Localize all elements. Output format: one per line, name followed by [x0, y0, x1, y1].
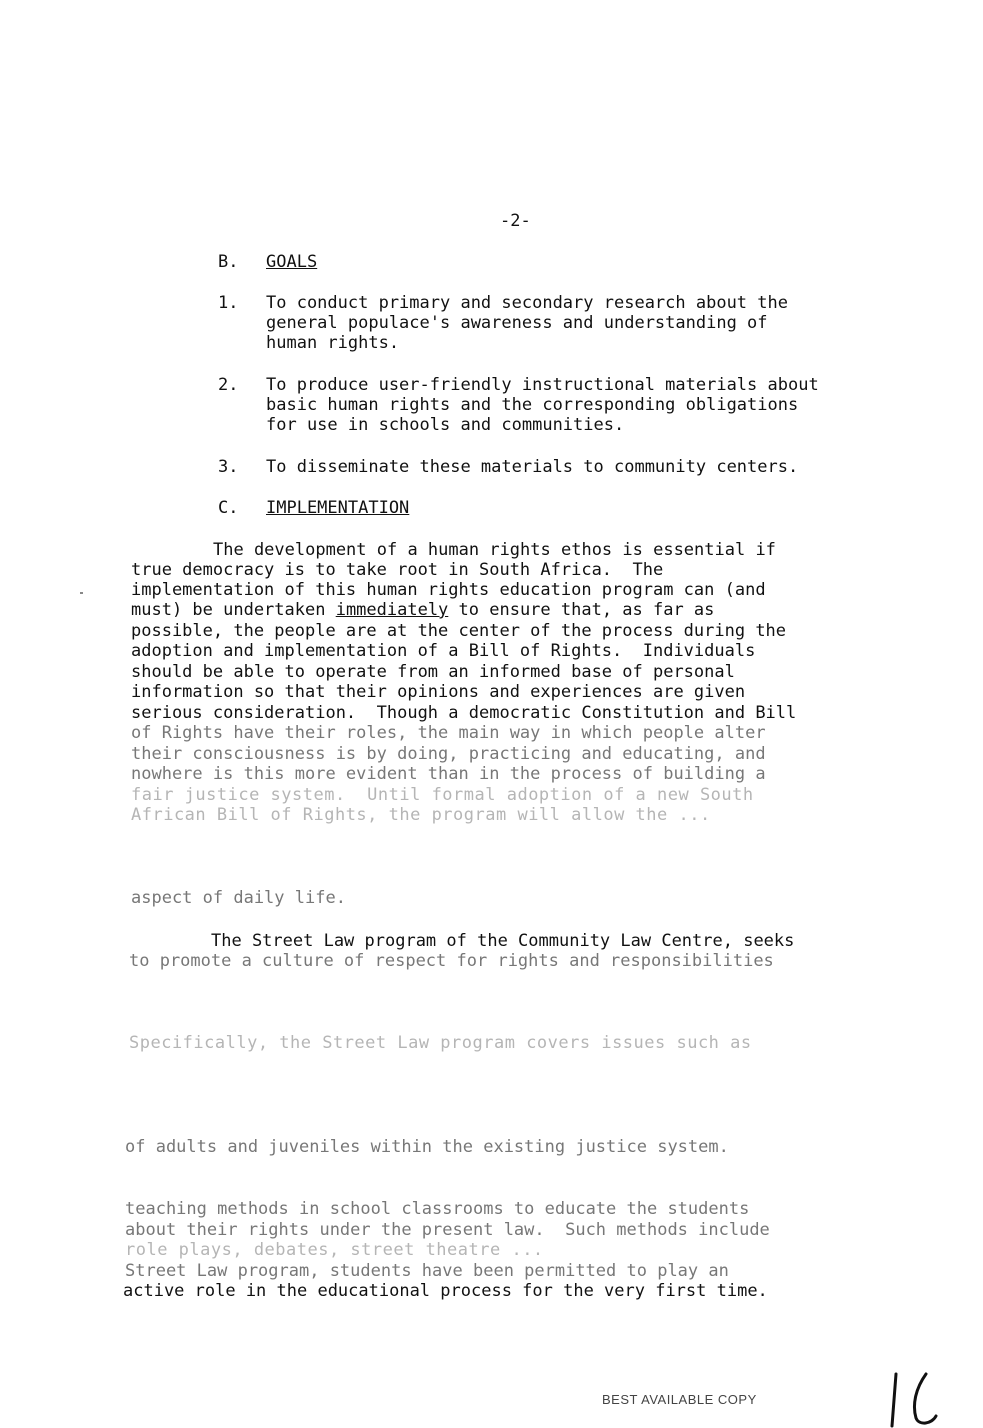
para1-line-4a: must) be undertaken [131, 600, 336, 620]
para3-line-4: Street Law program, students have been permitted to play an [125, 1261, 729, 1281]
goal-3-line-1: To disseminate these materials to community centers. [266, 457, 799, 477]
para1-line-13: fair justice system. Until formal adoption of a new South [131, 785, 754, 805]
para1-line-11: their consciousness is by doing, practicing and educating, and [131, 744, 766, 764]
goal-3-number: 3. [218, 457, 239, 477]
para1-line-2: true democracy is to take root in South Africa. The [131, 560, 664, 580]
para1-line-12: nowhere is this more evident than in the process of building a [131, 764, 766, 784]
para1-line-9: serious consideration. Though a democratic Constitution and Bill [131, 703, 797, 723]
para3-line-1: teaching methods in school classrooms to educate the students [125, 1199, 750, 1219]
para1-line-4 [131, 600, 714, 621]
goal-2-line-1: To produce user-friendly instructional materials about [266, 375, 819, 395]
para1-line-14: African Bill of Rights, the program will allow the ... [131, 805, 711, 825]
page-number: -2- [500, 211, 531, 231]
para1-line-1: The development of a human rights ethos is essential if [213, 540, 776, 560]
para1-line-5: possible, the people are at the center of the process during the [131, 621, 787, 641]
para2-line-3: Specifically, the Street Law program covers issues such as [129, 1033, 752, 1053]
para2-line-2: to promote a culture of respect for rights and responsibilities [129, 951, 774, 971]
para1-line-4b: to ensure that, as far as [448, 600, 715, 620]
handwritten-page-number [886, 1370, 946, 1428]
section-c-marker: C. [218, 498, 239, 518]
goal-1-line-3: human rights. [266, 333, 400, 353]
best-available-copy-stamp: BEST AVAILABLE COPY [602, 1392, 757, 1407]
section-b-heading: GOALS [266, 252, 318, 272]
para3-line-5: active role in the educational process for the very first time. [123, 1281, 768, 1301]
goal-1-number: 1. [218, 293, 239, 313]
para1-line-7: should be able to operate from an informed base of personal [131, 662, 735, 682]
goal-1-line-1: To conduct primary and secondary research about the [266, 293, 788, 313]
emphasis-immediately: immediately [335, 600, 449, 620]
para1-line-10: of Rights have their roles, the main way in which people alter [131, 723, 766, 743]
para1-line-8: information so that their opinions and experiences are given [131, 682, 746, 702]
goal-2-number: 2. [218, 375, 239, 395]
para1-line-6: adoption and implementation of a Bill of Rights. Individuals [131, 641, 756, 661]
para1-line-15: aspect of daily life. [131, 888, 346, 908]
goal-2-line-2: basic human rights and the corresponding obligations [266, 395, 799, 415]
para1-line-3: implementation of this human rights education program can (and [131, 580, 766, 600]
margin-mark [80, 592, 83, 594]
para2-line-1: The Street Law program of the Community Law Centre, seeks [211, 931, 795, 951]
para3-line-2: about their rights under the present law. Such methods include [125, 1220, 770, 1240]
para3-line-3: role plays, debates, street theatre ... [125, 1240, 544, 1260]
section-b-marker: B. [218, 252, 239, 272]
goal-1-line-2: general populace's awareness and understanding of [266, 313, 768, 333]
goal-2-line-3: for use in schools and communities. [266, 415, 625, 435]
section-c-heading: IMPLEMENTATION [266, 498, 410, 518]
para2-line-4: of adults and juveniles within the existing justice system. [125, 1137, 729, 1157]
